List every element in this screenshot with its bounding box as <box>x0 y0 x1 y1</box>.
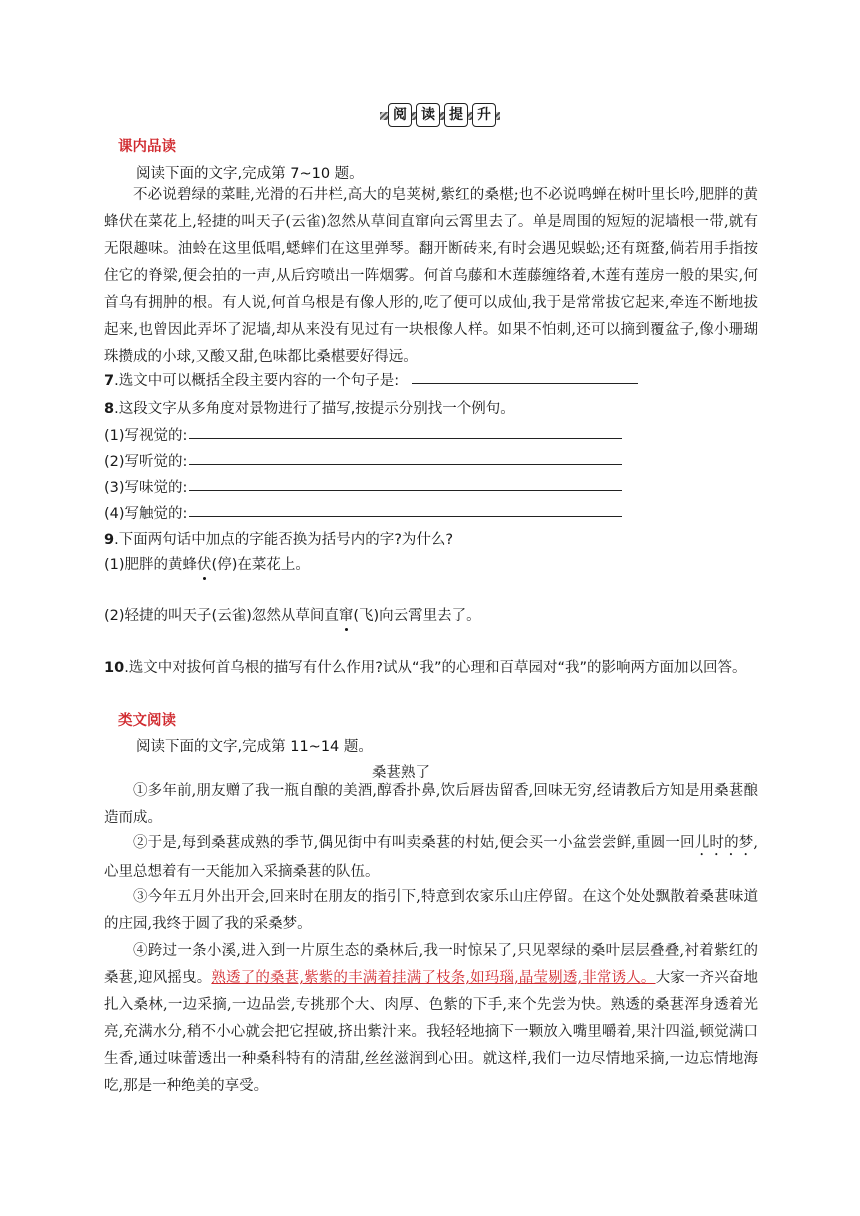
banner-char: 读 <box>416 103 440 127</box>
question-7: 7.选文中可以概括全段主要内容的一个句子是: <box>104 373 400 389</box>
article-title: 桑葚熟了 <box>372 765 430 781</box>
q9-sentence-2: (2)轻捷的叫天子(云雀)忽然从草间直窜 (飞)向云霄里去了。 <box>104 604 481 625</box>
emphasis-dot <box>345 628 348 631</box>
question-9: 9.下面两句话中加点的字能否换为括号内的字?为什么? <box>104 532 454 548</box>
answer-line-8-1[interactable] <box>189 438 622 439</box>
section-heading-in-class: 课内品读 <box>118 139 176 155</box>
underlined-sentence: 熟透了的桑葚,紫紫的丰满着挂满了枝条,如玛瑙,晶莹剔透,非常诱人。 <box>211 970 656 986</box>
answer-line-8-4[interactable] <box>189 516 622 517</box>
article-para-3: ③今年五月外出开会,回来时在朋友的指引下,特意到农家乐山庄停留。在这个处处飘散着桑葚味道的庄园,我终于圆了我的采桑梦。 <box>104 889 758 932</box>
q8-item-touch: (4)写触觉的: <box>104 506 188 522</box>
banner-char: 阅 <box>388 103 412 127</box>
answer-line-7[interactable] <box>412 383 638 384</box>
instruction-2: 阅读下面的文字,完成第 11~14 题。 <box>136 739 373 755</box>
article-para-4: ④跨过一条小溪,进入到一片原生态的桑林后,我一时惊呆了,只见翠绿的桑叶层层叠叠,衬着紫红的桑葚,迎风摇曳。熟透了的桑葚,紫紫的丰满着挂满了枝条,如玛瑙,晶莹剔透,非常诱人。大家一齐兴奋地扎入桑林,一边采摘,一边品尝,专挑那个大、肉厚、色紫的下手,来个先尝为快。熟透的桑葚浑身透着光亮,充满水分,稍不小心就会把它捏破,挤出紫汁来。我轻轻地摘下一颗放入嘴里嚼着,果汁四溢,顿觉满口生香,通过味蕾透出一种桑科特有的清甜,丝丝滋润到心田。就这样,我们一边尽情地采摘,一边忘情地海吃,那是一种绝美的享受。 <box>104 943 759 1094</box>
q8-item-visual: (1)写视觉的: <box>104 428 188 444</box>
instruction-1: 阅读下面的文字,完成第 7~10 题。 <box>136 166 364 182</box>
q8-item-taste: (3)写味觉的: <box>104 480 188 496</box>
emphasis-dot <box>203 577 206 580</box>
q8-item-auditory: (2)写听觉的: <box>104 454 188 470</box>
section-heading-similar: 类文阅读 <box>118 713 176 729</box>
banner-char: 提 <box>444 103 468 127</box>
answer-line-8-3[interactable] <box>189 490 622 491</box>
article-para-2: ②于是,每到桑葚成熟的季节,偶见街中有叫卖桑葚的村姑,便会买一小盆尝尝鲜,重圆一回儿时的梦,心里总想着有一天能加入采摘桑葚的队伍。 <box>104 835 759 880</box>
article-para-1: ①多年前,朋友赠了我一瓶自酿的美酒,醇香扑鼻,饮后唇齿留香,回味无穷,经请教后方知是用桑葚酿造而成。 <box>104 783 758 826</box>
q9-sentence-1: (1)肥胖的黄蜂伏 (停)在菜花上。 <box>104 553 310 574</box>
question-10: 10.选文中对拔何首乌根的描写有什么作用?试从“我”的心理和百草园对“我”的影响两方面加以回答。 <box>104 660 747 676</box>
reading-banner <box>380 103 500 129</box>
answer-line-8-2[interactable] <box>189 464 622 465</box>
question-8: 8.这段文字从多角度对景物进行了描写,按提示分别找一个例句。 <box>104 401 515 417</box>
banner-char: 升 <box>472 103 496 127</box>
passage-1: 不必说碧绿的菜畦,光滑的石井栏,高大的皂荚树,紫红的桑椹;也不必说鸣蝉在树叶里长吟,肥胖的黄蜂伏在菜花上,轻捷的叫天子(云雀)忽然从草间直窜向云霄里去了。单是周围的短短的泥墙根一带,就有无限趣味。油蛉在这里低唱,蟋蟀们在这里弹琴。翻开断砖来,有时会遇见蜈蚣;还有斑蝥,倘若用手指按住它的脊梁,便会拍的一声,从后窍喷出一阵烟雾。何首乌藤和木莲藤缠络着,木莲有莲房一般的果实,何首乌有拥肿的根。有人说,何首乌根是有像人形的,吃了便可以成仙,我于是常常拔它起来,牵连不断地拔起来,也曾因此弄坏了泥墙,却从来没有见过有一块根像人样。如果不怕刺,还可以摘到覆盆子,像小珊瑚珠攒成的小球,又酸又甜,色味都比桑椹要好得远。 <box>104 187 758 365</box>
